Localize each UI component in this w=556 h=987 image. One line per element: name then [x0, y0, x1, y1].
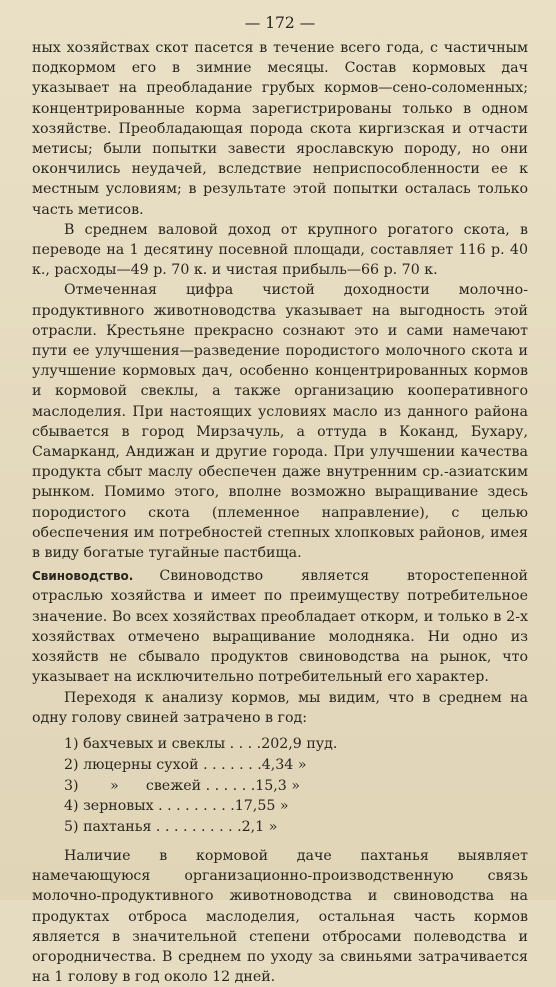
feed-item-label: 5) пахтанья . . . . . . . . . . [64, 819, 242, 836]
feed-item-value: 17,55 » [234, 798, 289, 815]
feed-item-label: 4) зерновых . . . . . . . . . [64, 798, 235, 815]
feed-item-value: 15,3 » [255, 777, 301, 794]
feed-item [64, 776, 528, 797]
feed-item-value: 2,1 » [241, 819, 278, 836]
feed-item [64, 817, 528, 838]
feed-item [64, 755, 528, 776]
paragraph-cattle-keeping: ных хозяйствах скот пасется в течение всего года, с частичным подкормом его в зимние месяцы. Состав кормовых дач указывает на преобладание грубых кормов—сено-соломенных; концентрированные корма зарегистрированы только в одном хозяйстве. Преобладающая порода скота киргизская и отчасти метисы; были попытки завести ярославскую породу, но они окончились неудачей, вследствие неприспособленности ее к местным условиям; в результате этой попытки осталась только часть метисов. [32, 40, 528, 218]
paragraph-dairy-profitability: Отмеченная цифра чистой доходности молочно-продуктивного животноводства указывает на выгодность этой отрасли. Крестьяне прекрасно сознают это и сами намечают пути ее улучшения—разведение породистого молочного скота и улучшение кормовых дач, особенно концентрированных кормов и кормовой свеклы, а также организацию кооперативного маслоделия. При настоящих условиях масло из данного района сбывается в город Мирзачуль, а оттуда в Коканд, Бухару, Самарканд, Андижан и другие города. При улучшении качества продукта сбыт маслу обеспечен даже внутренним ср.-азиатским рынком. Помимо этого, вполне возможно выращивание здесь породистого скота (племенное направление), с целью обеспечения им потребностей степных хлопковых районов, имея в виду богатые тугайные пастбища. [32, 282, 528, 562]
feed-item [64, 796, 528, 817]
section-text: Свиноводство является второстепенной отраслью хозяйства и имеет по преимуществу потребительное значение. Во всех хозяйствах преобладает откорм, и только в 2-х хозяйствах отмечено выращивание молодняка. Ни одно из хозяйств не сбывало продуктов свиноводства на рынок, что указывает на исключительно потребительный его характер. [32, 568, 528, 686]
feed-item-label: 1) бахчевых и свеклы . . . . [64, 735, 262, 752]
paragraph-feed-intro: Переходя к анализу кормов, мы видим, что в среднем на одну голову свиней затрачено в год: [32, 689, 528, 726]
section-heading: Свиноводство. [32, 569, 134, 584]
feed-list [32, 734, 528, 838]
feed-item [64, 734, 528, 755]
feed-item-label: 3) » свежей . . . . . . [64, 777, 256, 794]
section-pig-breeding [32, 566, 528, 687]
page-number: — 172 — [244, 14, 316, 32]
feed-item-label: 2) люцерны сухой . . . . . . . [64, 756, 262, 773]
paragraph-cattle-income: В среднем валовой доход от крупного рогатого скота, в переводе на 1 десятину посевной площади, составляет 116 р. 40 к., расходы—49 р. 70 к. и чистая прибыль—66 р. 70 к. [32, 221, 528, 279]
paragraph-closing: Наличие в кормовой даче пахтанья выявляет намечающуюся организационно-производственную связь молочно-продуктивного животноводства и свиноводства на продуктах отброса маслоделия, остальная часть кормов является в значительной степени отбросами полеводства и огородничества. В среднем по уходу за свиньями затрачивается на 1 голову в год около 12 дней. [32, 847, 528, 986]
feed-item-value: 202,9 пуд. [261, 735, 338, 752]
feed-item-value: 4,34 » [261, 756, 307, 773]
